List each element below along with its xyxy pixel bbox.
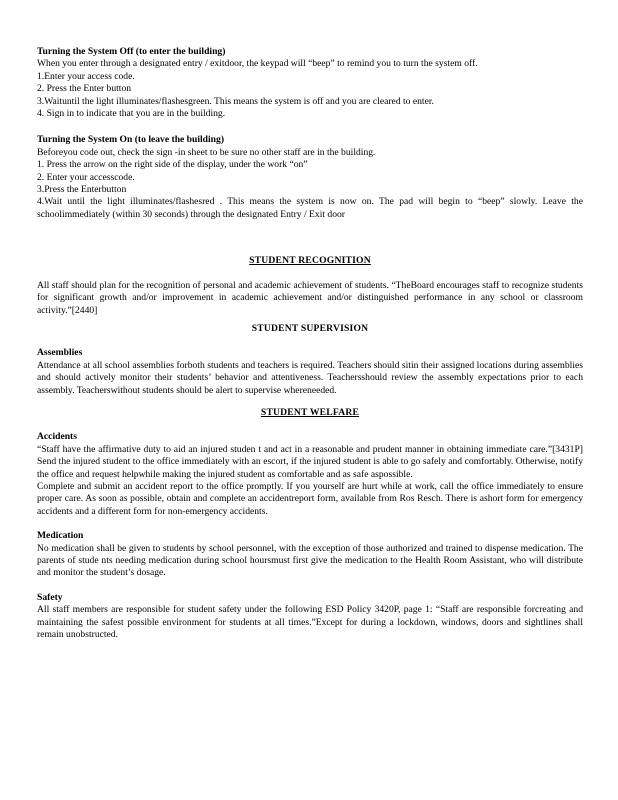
turning-off-section: [37, 46, 583, 120]
turning-off-line: 1.Enter your access code.: [37, 70, 135, 82]
turning-on-section: [37, 134, 583, 221]
safety-text: All staff members are responsible for student safety under the following ESD Policy 3420P, page 1: “Staff are responsible forcreating and maintaining the safest possible environment for students at all times.”Except for during a lockdown, windows, doors and sightlines shall remain unobstructed.: [37, 604, 583, 641]
accidents-heading: Accidents: [37, 431, 77, 443]
supervision-heading: STUDENT SUPERVISION: [251, 322, 369, 334]
medication-heading: Medication: [37, 530, 84, 542]
turning-off-line: 3.Waituntil the light illuminates/flashesgreen. This means the system is off and you are cleared to enter.: [37, 95, 434, 107]
accidents-paragraph-1: “Staff have the affirmative duty to aid an injured studen t and act in a reasonable and prudent manner in obtaining immediate care.”[3431P] Send the injured student to the office immediately with an escort, if the injured student is able to go safely and comfortably. Otherwise, notify the office and request helpwhile making the injured student as comfortable and as safe aspossible.: [37, 443, 583, 480]
turning-on-line: Beforeyou code out, check the sign -in sheet to be sure no other staff are in the building.: [37, 146, 376, 158]
welfare-section: [37, 407, 583, 642]
turning-on-line: 2. Enter your accesscode.: [37, 171, 135, 183]
turning-on-line: 4.Wait until the light illuminates/flashesred . This means the system is now on. The pad will begin to “beep” slowly. Leave the schoolimmediately (within 30 seconds) through the designated Entry / Exit door: [37, 196, 583, 220]
document-page: [37, 46, 583, 653]
assemblies-heading: Assemblies: [37, 347, 83, 359]
assemblies-text: Attendance at all school assemblies forboth students and teachers is required. Teachers should sitin their assigned locations during assemblies and should actively monitor their students’ behavior and attentiveness. Teachersshould review the assembly expectations prior to each assembly. Teacherswithout students should be alert to supervise whereneeded.: [37, 359, 583, 396]
safety-heading: Safety: [37, 591, 63, 603]
turning-off-line: 2. Press the Enter button: [37, 83, 132, 95]
turning-off-heading: Turning the System Off (to enter the building): [37, 46, 226, 57]
medication-text: No medication shall be given to students by school personnel, with the exception of those authorized and trained to dispense medication. The parents of stude nts needing medication during school hoursmust first give the medication to the Health Room Assistant, who will distribute and monitor the student’s dosage.: [37, 542, 583, 579]
recognition-text: All staff should plan for the recognition of personal and academic achievement of students. “TheBoard encourages staff to recognize students for significant growth and/or improvement in academic achievement and/or distinguished performance in any school or classroom activity.”[2440]: [37, 279, 583, 316]
turning-on-line: 3.Press the Enterbutton: [37, 184, 127, 196]
supervision-section: [37, 323, 583, 397]
recognition-heading: STUDENT RECOGNITION: [249, 255, 371, 267]
turning-off-line: When you enter through a designated entry / exitdoor, the keypad will “beep” to remind you to turn the system off.: [37, 58, 478, 70]
welfare-heading: STUDENT WELFARE: [260, 406, 360, 418]
turning-on-heading: Turning the System On (to leave the building): [37, 134, 225, 146]
turning-on-line: 1. Press the arrow on the right side of the display, under the work “on”: [37, 159, 308, 171]
accidents-paragraph-2: Complete and submit an accident report to the office promptly. If you yourself are hurt while at work, call the office immediately to ensure proper care. As soon as possible, obtain and complete an accidentreport form, available from Ros Resch. There is ashort form for emergency accidents and a different form for non-emergency accidents.: [37, 480, 583, 517]
recognition-section: [37, 255, 583, 317]
turning-off-line: 4. Sign in to indicate that you are in the building.: [37, 108, 226, 120]
